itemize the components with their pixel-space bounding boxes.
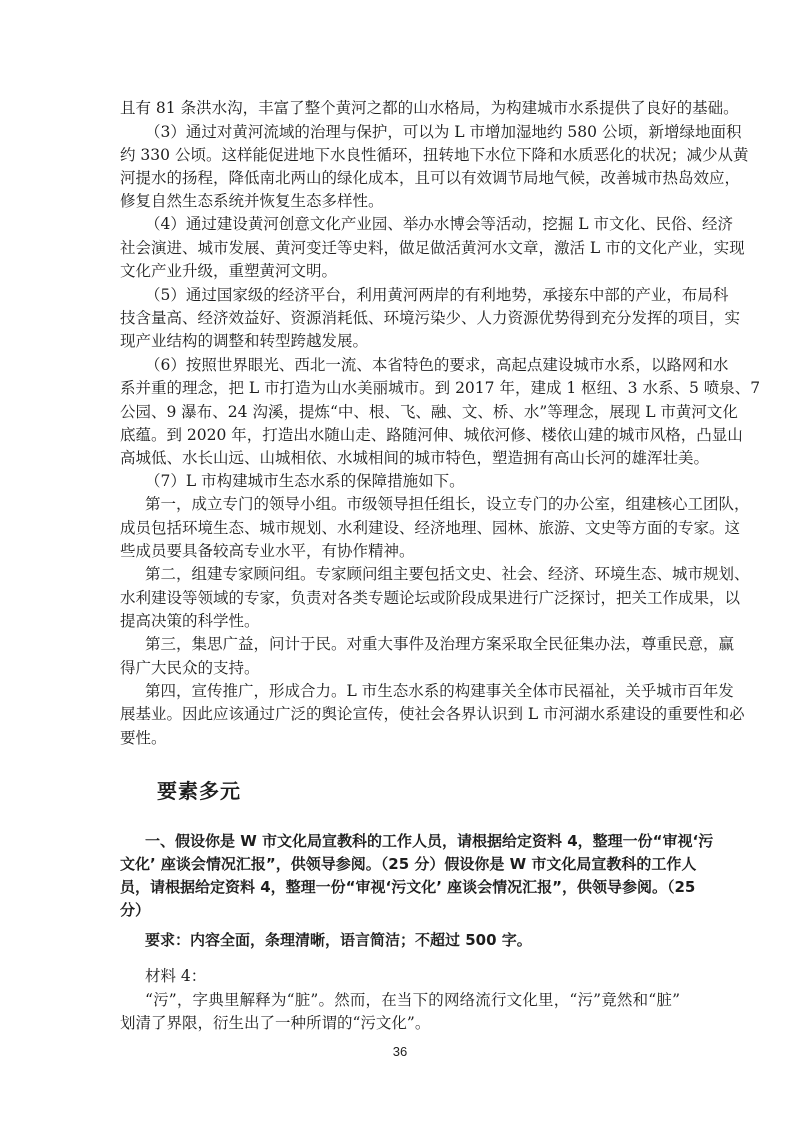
body-line: 且有 81 条洪水沟，丰富了整个黄河之都的山水格局，为构建城市水系提供了良好的基础。: [120, 99, 739, 117]
body-line: 公园、9 瀑布、24 沟溪，提炼“中、根、飞、融、文、桥、水”等理念，展现 L 市黄河文化: [120, 403, 738, 421]
body-line: 成员包括环境生态、城市规划、水利建设、经济地理、园林、旅游、文史等方面的专家。这: [120, 519, 741, 537]
body-line: 第三，集思广益，问计于民。对重大事件及治理方案采取全民征集办法，尊重民意，赢: [145, 635, 735, 653]
body-line: （6）按照世界眼光、西北一流、本省特色的要求，高起点建设城市水系，以路网和水: [145, 356, 729, 374]
body-line: 水利建设等领域的专家，负责对各类专题论坛或阶段成果进行广泛探讨，把关工作成果，以: [120, 589, 741, 607]
material-line: “污”，字典里解释为“脏”。然而，在当下的网络流行文化里，“污”竟然和“脏”: [145, 991, 680, 1009]
body-line: 系并重的理念，把 L 市打造为山水美丽城市。到 2017 年，建成 1 枢纽、3 水系、5 喷泉、7: [120, 379, 761, 397]
body-line: 社会演进、城市发展、黄河变迁等史料，做足做活黄河水文章，激活 L 市的文化产业，实现: [120, 239, 745, 257]
body-line: 技含量高、经济效益好、资源消耗低、环境污染少、人力资源优势得到充分发挥的项目，实: [120, 309, 741, 327]
question-line: 文化’ 座谈会情况汇报”，供领导参阅。（25 分）假设你是 W 市文化局宣教科的工作人: [120, 855, 697, 873]
question-line: 分）: [120, 901, 151, 919]
body-line: 高城低、水长山远、山城相依、水城相间的城市特色，塑造拥有高山长河的雄浑壮美。: [120, 449, 710, 467]
body-line: （7）L 市构建城市生态水系的保障措施如下。: [145, 472, 465, 490]
requirement-text: 要求：内容全面，条理清晰，语言简洁；不超过 500 字。: [145, 931, 532, 949]
body-line: 得广大民众的支持。: [120, 659, 260, 677]
body-line: 现产业结构的调整和转型跨越发展。: [120, 332, 369, 350]
body-line: 些成员要具备较高专业水平，有协作精神。: [120, 542, 415, 560]
body-line: 提高决策的科学性。: [120, 612, 260, 630]
question-line: 一、假设你是 W 市文化局宣教科的工作人员，请根据给定资料 4，整理一份“审视‘污: [145, 832, 714, 850]
body-line: 文化产业升级，重塑黄河文明。: [120, 262, 338, 280]
body-line: （3）通过对黄河流域的治理与保护，可以为 L 市增加湿地约 580 公顷，新增绿地面积: [145, 123, 742, 141]
body-line: 展基业。因此应该通过广泛的舆论宣传，使社会各界认识到 L 市河湖水系建设的重要性和必: [120, 705, 745, 723]
body-line: 第四，宣传推广，形成合力。L 市生态水系的构建事关全体市民福祉，关乎城市百年发: [145, 682, 734, 700]
body-line: 第二，组建专家顾问组。专家顾问组主要包括文史、社会、经济、环境生态、城市规划、: [145, 565, 750, 583]
body-line: 约 330 公顷。这样能促进地下水良性循环，扭转地下水位下降和水质恶化的状况；减少从黄: [120, 146, 749, 164]
question-line: 员，请根据给定资料 4，整理一份“审视‘污文化’ 座谈会情况汇报”，供领导参阅。（25: [120, 878, 696, 896]
section-heading: 要素多元: [157, 779, 241, 803]
material-line: 划清了界限，衍生出了一种所谓的“污文化”。: [120, 1014, 431, 1032]
body-line: 修复自然生态系统并恢复生态多样性。: [120, 192, 384, 210]
page-number: 36: [392, 1044, 408, 1059]
body-line: （5）通过国家级的经济平台，利用黄河两岸的有利地势，承接东中部的产业，布局科: [145, 286, 729, 304]
body-line: （4）通过建设黄河创意文化产业园、举办水博会等活动，挖掘 L 市文化、民俗、经济: [145, 215, 734, 233]
body-line: 底蕴。到 2020 年，打造出水随山走、路随河伸、城依河修、楼依山建的城市风格，凸显山: [120, 426, 743, 444]
body-line: 要性。: [120, 729, 167, 747]
body-line: 第一，成立专门的领导小组。市级领导担任组长，设立专门的办公室，组建核心工团队，: [145, 495, 750, 513]
body-line: 河提水的扬程，降低南北两山的绿化成本，且可以有效调节局地气候，改善城市热岛效应，: [120, 169, 741, 187]
material-label: 材料 4：: [145, 967, 207, 985]
